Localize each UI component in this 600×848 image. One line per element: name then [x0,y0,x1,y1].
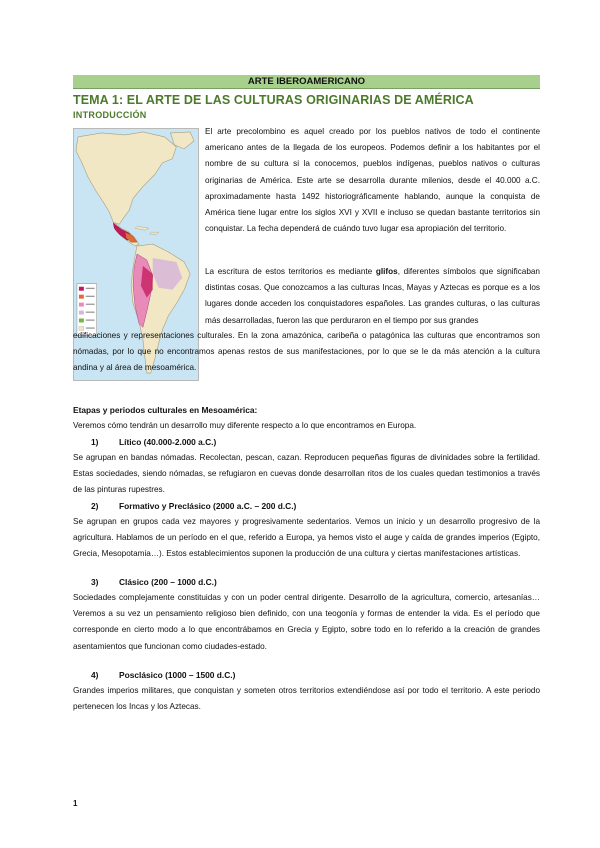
glifos-term: glifos [375,267,398,276]
stage-number: 2) [91,501,99,511]
stage-number: 4) [91,670,99,680]
intro-paragraph-2 [205,264,540,329]
stage-description-formativo: Se agrupan en grupos cada vez mayores y progresivamente sedentarios. Vemos un inicio y un desarrollo progresivo de la agricultura. Hablamos de un período en el que, referido a Europa, ya hemos visto el auge y caída de grandes imperios (Egipto, Grecia, Mesopotamia…). Estos establecimientos suponen la producción de una cultura y ciertas manifestaciones artísticas. [73,517,540,559]
intro-p2-text-b: , diferentes símbolos que significaban distintas cosas. Que conozcamos a las culturas Incas, Mayas y Aztecas es porque es a los lugares donde acceden los conquistadores españoles. Las grandes culturas, o las culturas más desarrolladas, fueron las que perduraron en el tiempo por sus grandes [205,267,540,325]
stage-description-litico: Se agrupan en bandas nómadas. Recolectan, pescan, cazan. Reproducen pequeñas figuras de divinidades sobre la fertilidad. Estas sociedades, siendo nómadas, se refugiaron en cuevas donde desarrollan ritos de los cuales quedan testimonios a través de las pinturas rupestres. [73,453,540,495]
page-title: TEMA 1: EL ARTE DE LAS CULTURAS ORIGINARIAS DE AMÉRICA [73,93,474,107]
course-banner: ARTE IBEROAMERICANO [73,75,540,89]
page-number: 1 [73,799,78,808]
section-heading-introduccion: INTRODUCCIÓN [73,110,147,120]
stage-heading-clasico [91,577,217,587]
mesoamerica-periods-heading: Etapas y periodos culturales en Mesoamérica: [73,405,258,415]
stage-name: Formativo y Preclásico (2000 a.C. – 200 d.C.) [119,501,297,511]
intro-paragraph-1: El arte precolombino es aquel creado por los pueblos nativos de todo el continente americano antes de la llegada de los europeos. Podemos definir a los habitantes por el nombre de su cultura si la conocemos, pueblos indígenas, pueblos nativos o culturas originarias de América. Este arte se desarrolla durante milenios, desde el 40.000 a.C. aproximadamente hasta 1492 historiográficamente hablando, aunque la conquista de América tiene lugar entre los siglos XVI y XVII e incluso se quedan bastante territorios sin conquistar. La fecha dependerá de cuándo tuvo lugar esa apropiación del territorio. [205,127,540,234]
stage-heading-litico [91,437,216,447]
stage-number: 1) [91,437,99,447]
stage-name: Clásico (200 – 1000 d.C.) [119,577,217,587]
mesoamerica-periods-intro: Veremos cómo tendrán un desarrollo muy diferente respecto a lo que encontramos en Europa. [73,421,417,430]
intro-p2-text-a: La escritura de estos territorios es mediante [205,267,376,276]
stage-name: Posclásico (1000 – 1500 d.C.) [119,670,236,680]
stage-heading-posclasico [91,670,235,680]
intro-paragraph-3: edificaciones y representaciones culturales. En la zona amazónica, caribeña o patagónica las culturas que encontramos son nómadas, por lo que no encontramos apenas restos de sus manifestaciones, por lo que se le da más atención a la cultura andina y al área de mesoamérica. [73,331,540,373]
stage-description-posclasico: Grandes imperios militares, que conquistan y someten otros territorios extendiéndose así por todo el territorio. A este periodo pertenecen los Incas y los Aztecas. [73,686,540,712]
stage-description-clasico: Sociedades complejamente constituidas y con un poder central dirigente. Desarrollo de la agricultura, comercio, artesanías… Veremos a su vez un pensamiento religioso bien definido, con una teogonía y formas de entender la vida. Es el período que corresponde en cierto modo a lo que encontrábamos en Grecia y Egipto, sobre todo en lo referido a la creación de grandes asentamientos que funcionan como ciudades-estado. [73,593,540,651]
stage-number: 3) [91,577,99,587]
stage-name: Lítico (40.000-2.000 a.C.) [119,437,217,447]
stage-heading-formativo [91,501,296,511]
